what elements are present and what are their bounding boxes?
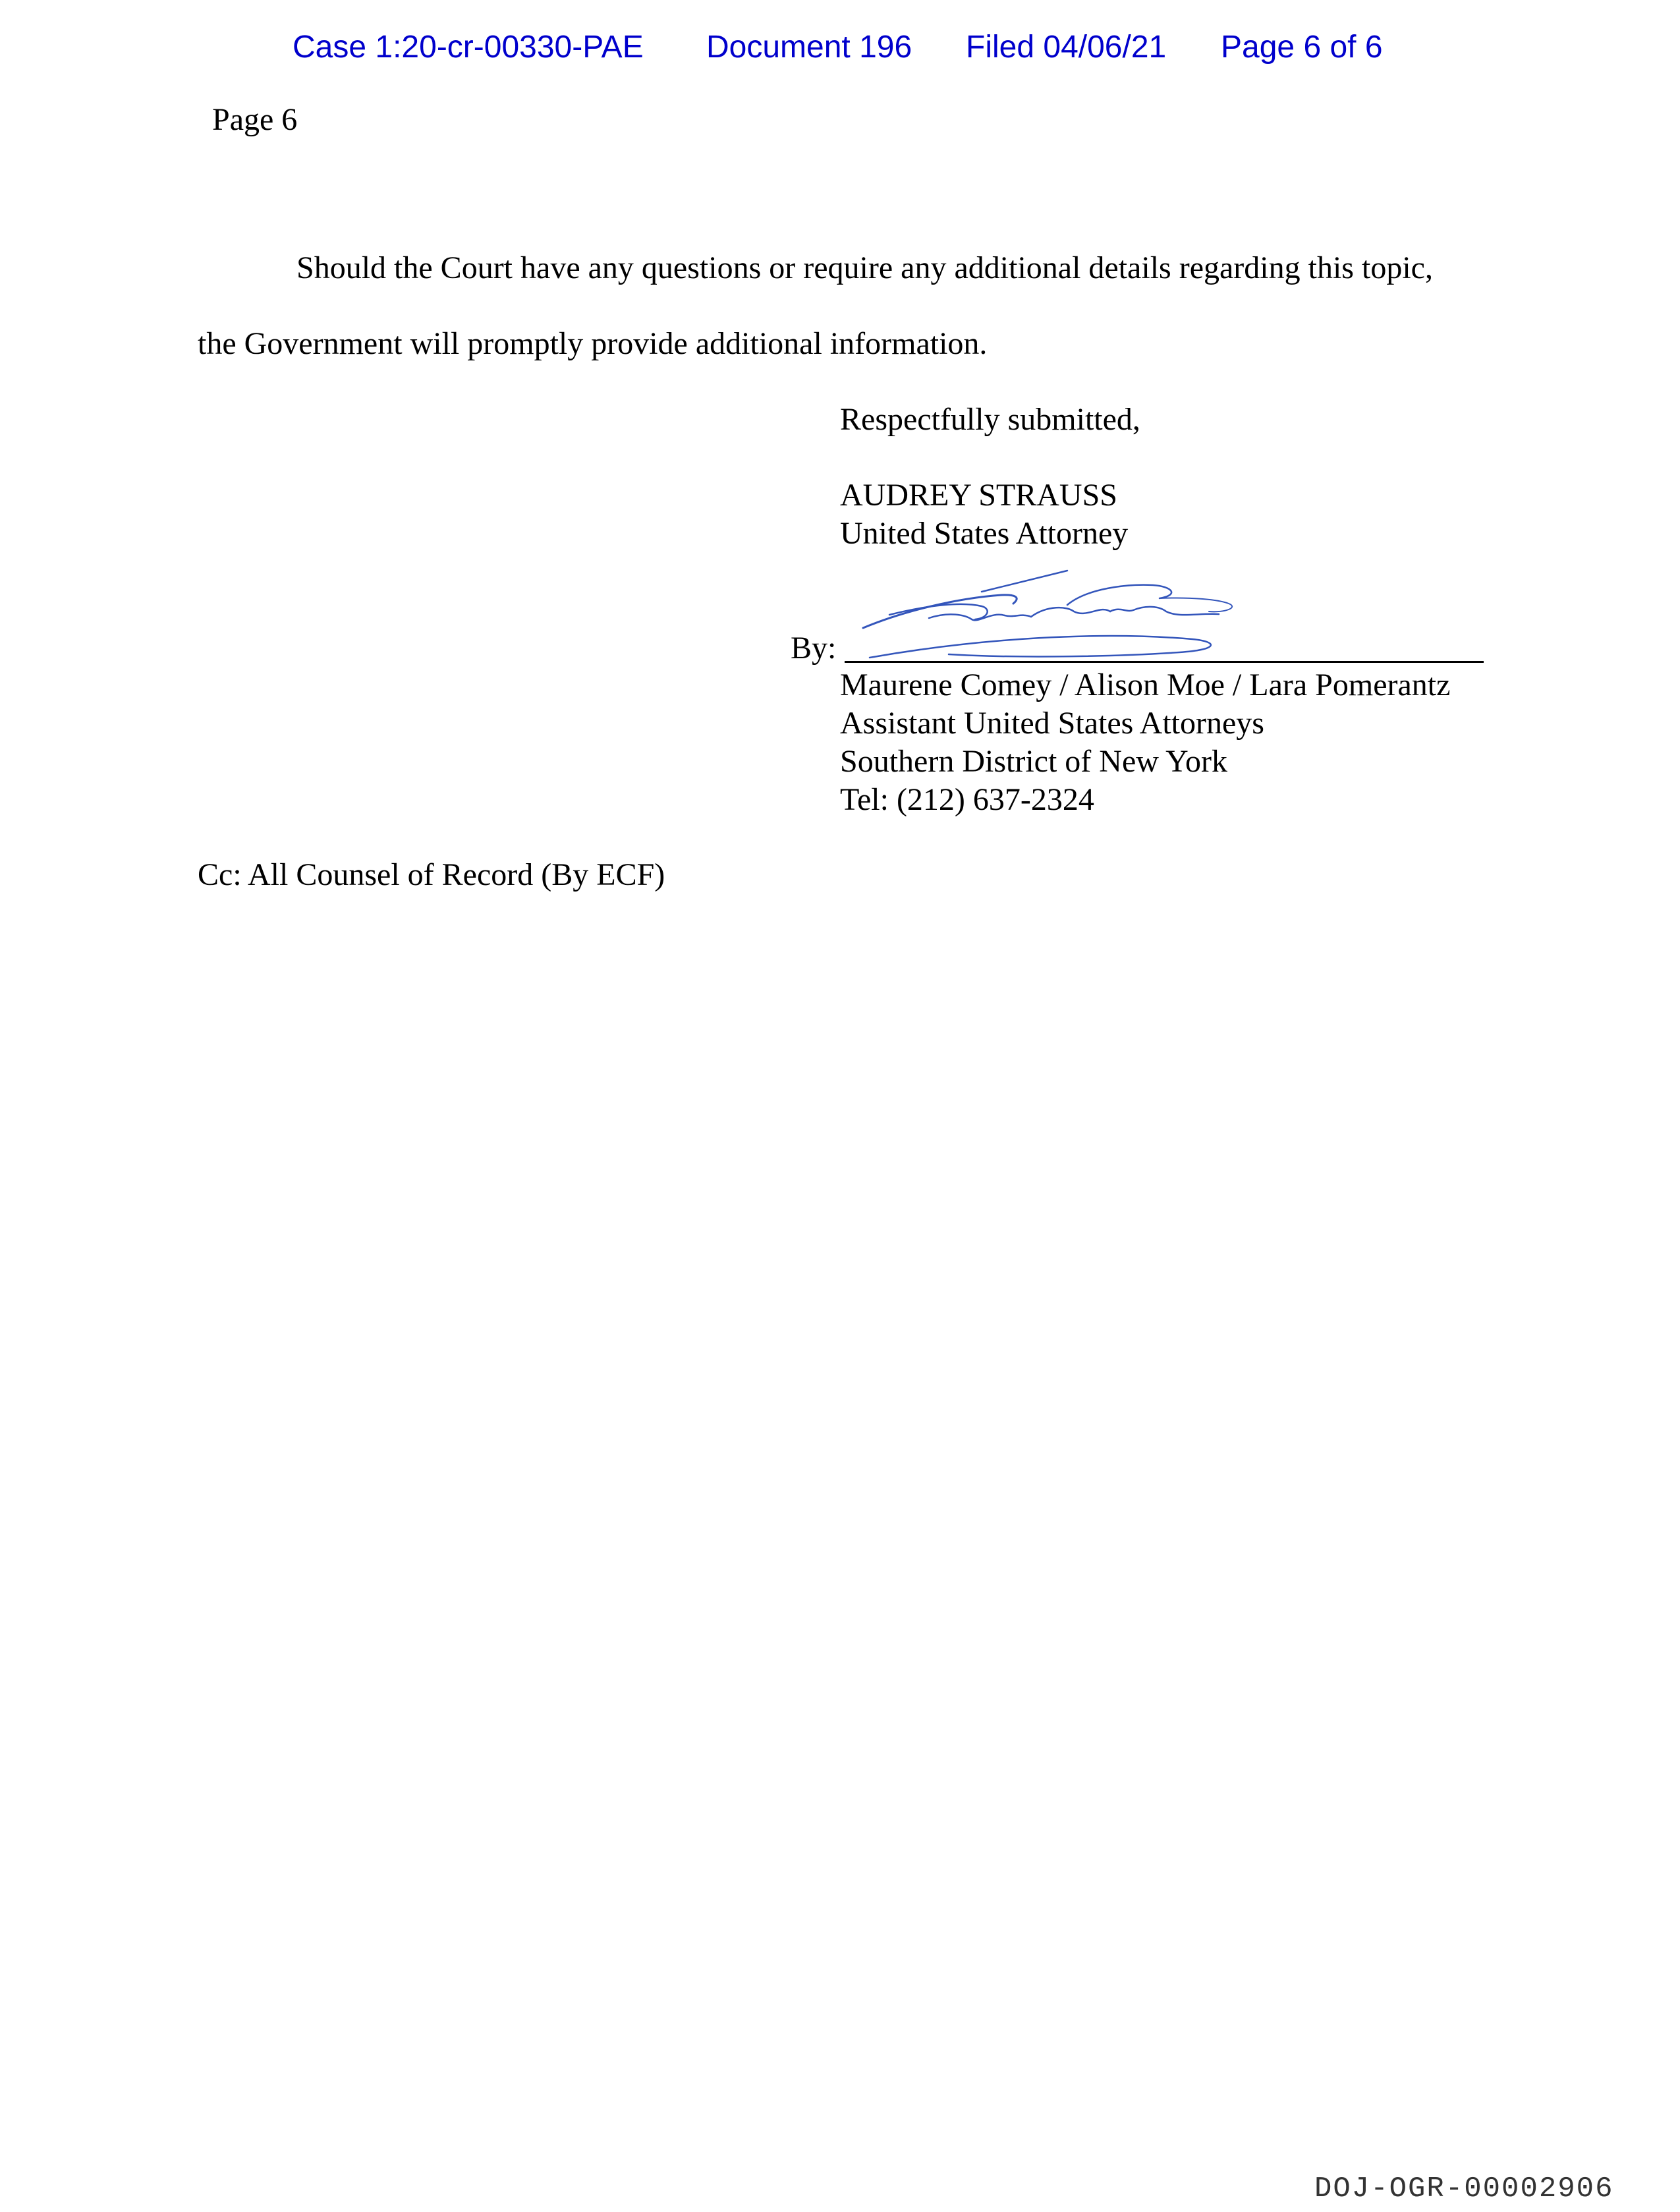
header-case-number: Case 1:20-cr-00330-PAE xyxy=(293,30,644,65)
signatory-telephone: Tel: (212) 637-2324 xyxy=(840,782,1094,817)
body-paragraph-line-2: the Government will promptly provide additional information. xyxy=(198,326,988,361)
ecf-header xyxy=(0,29,1680,75)
header-page-count: Page 6 of 6 xyxy=(1221,30,1383,65)
signatory-names: Maurene Comey / Alison Moe / Lara Pomerantz xyxy=(840,667,1451,702)
signatory-office: Southern District of New York xyxy=(840,744,1227,779)
body-paragraph-line-1: Should the Court have any questions or require any additional details regarding this topic, xyxy=(296,250,1433,285)
closing-salutation: Respectfully submitted, xyxy=(840,402,1140,437)
bates-number: DOJ-OGR-00002906 xyxy=(1314,2172,1614,2205)
page-number-label: Page 6 xyxy=(212,102,298,137)
header-document-number: Document 196 xyxy=(706,30,912,65)
handwritten-signature xyxy=(850,565,1298,664)
attorney-name: AUDREY STRAUSS xyxy=(840,478,1117,513)
attorney-title: United States Attorney xyxy=(840,516,1129,551)
header-filed-date: Filed 04/06/21 xyxy=(966,30,1167,65)
cc-line: Cc: All Counsel of Record (By ECF) xyxy=(198,857,665,892)
by-label: By: xyxy=(791,631,837,666)
signatory-role: Assistant United States Attorneys xyxy=(840,706,1264,741)
signature-line xyxy=(845,661,1484,663)
